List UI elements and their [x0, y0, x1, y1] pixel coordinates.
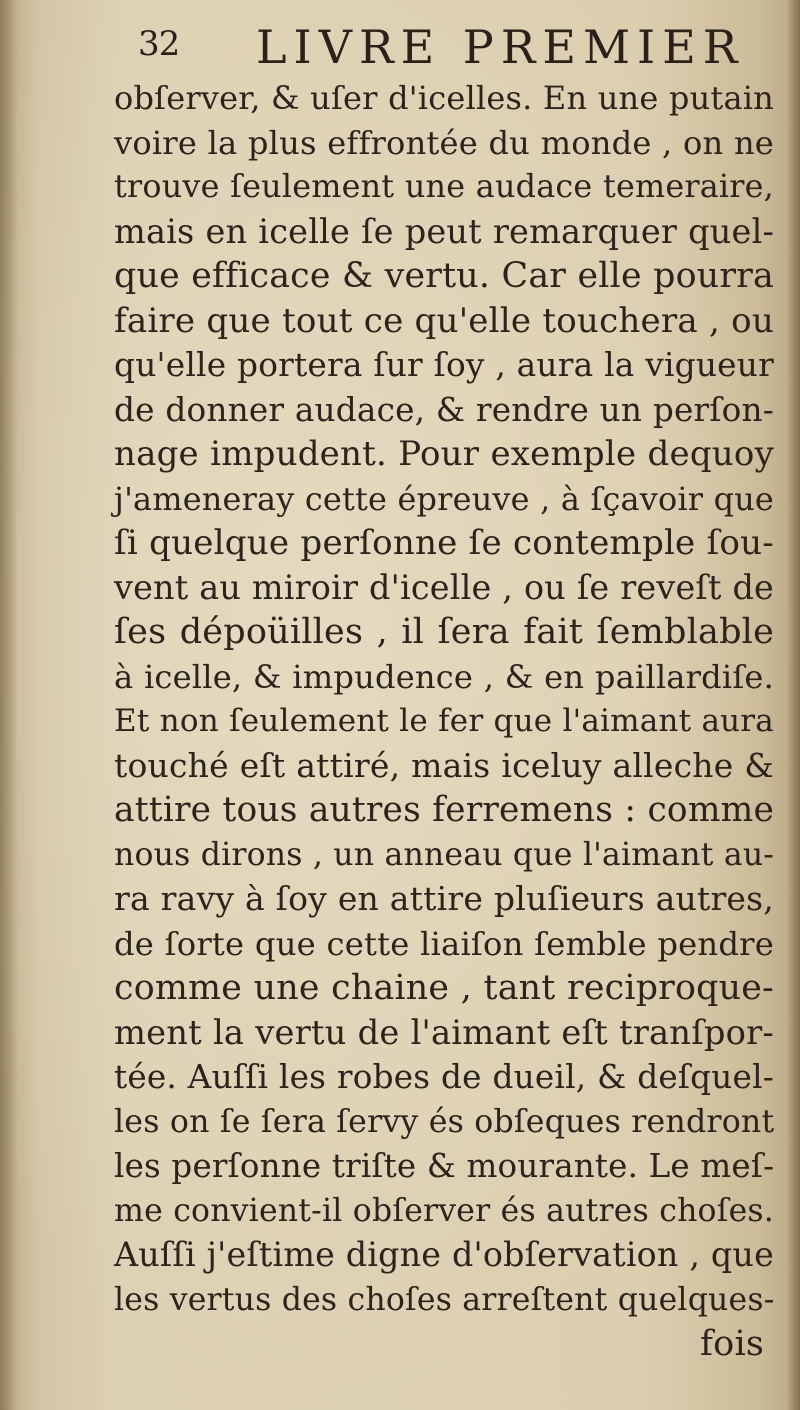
text-line: Auſſi j'eſtime digne d'obſervation , que — [114, 1235, 774, 1274]
page-number: 32 — [138, 24, 180, 64]
page-header — [138, 20, 745, 80]
text-line: Et non ſeulement le fer que l'aimant aura — [114, 703, 774, 739]
text-line: vent au miroir d'icelle , ou ſe reveſt de — [114, 567, 774, 607]
text-line: trouve ſeulement une audace temeraire, — [114, 168, 774, 205]
text-line: attire tous autres ferremens : comme — [114, 790, 774, 830]
text-line: à icelle, & impudence , & en paillardiſe. — [114, 657, 774, 696]
text-line: obſerver, & uſer d'icelles. En une putain — [114, 79, 774, 117]
text-line: ſi quelque perſonne ſe contemple ſou- — [114, 523, 774, 563]
text-line: comme une chaine , tant reciproque- — [114, 968, 774, 1008]
binding-shadow — [0, 0, 18, 1410]
text-line: touché eſt attiré, mais iceluy alleche & — [114, 745, 774, 785]
text-line: mais en icelle ſe peut remarquer quel- — [114, 211, 774, 251]
text-line: me convient-il obſerver és autres choſes. — [114, 1192, 774, 1229]
text-line: ment la vertu de l'aimant eſt tranſpor- — [114, 1012, 774, 1052]
text-line: que efficace & vertu. Car elle pourra — [114, 256, 774, 296]
running-head: LIVRE PREMIER — [256, 20, 745, 74]
page-edge — [786, 0, 800, 1410]
text-line: faire que tout ce qu'elle touchera , ou — [114, 300, 774, 341]
text-line: tée. Auſſi les robes de dueil, & deſquel- — [114, 1058, 774, 1096]
text-line: ſes dépoüilles , il ſera fait ſemblable — [114, 612, 774, 652]
text-line: les perſonne triſte & mourante. Le meſ- — [114, 1147, 775, 1185]
text-line: de ſorte que cette liaiſon ſemble pendre — [114, 924, 774, 963]
text-line: j'ameneray cette épreuve , à ſçavoir que — [114, 479, 774, 518]
text-line: nage impudent. Pour exemple dequoy — [114, 434, 774, 474]
text-line: voire la plus effrontée du monde , on ne — [114, 123, 774, 162]
text-line: ra ravy à ſoy en attire pluſieurs autres, — [114, 879, 774, 918]
text-line: nous dirons , un anneau que l'aimant au- — [114, 836, 775, 873]
body-text — [114, 76, 774, 1367]
text-line: les vertus des choſes arreſtent quelques- — [114, 1281, 775, 1318]
catchword: fois — [700, 1324, 764, 1364]
text-line: qu'elle portera ſur ſoy , aura la vigueur — [114, 346, 774, 384]
text-line: les on ſe ſera ſervy és obſeques rendront — [114, 1103, 775, 1140]
text-line: de donner audace, & rendre un perſon- — [114, 390, 774, 429]
